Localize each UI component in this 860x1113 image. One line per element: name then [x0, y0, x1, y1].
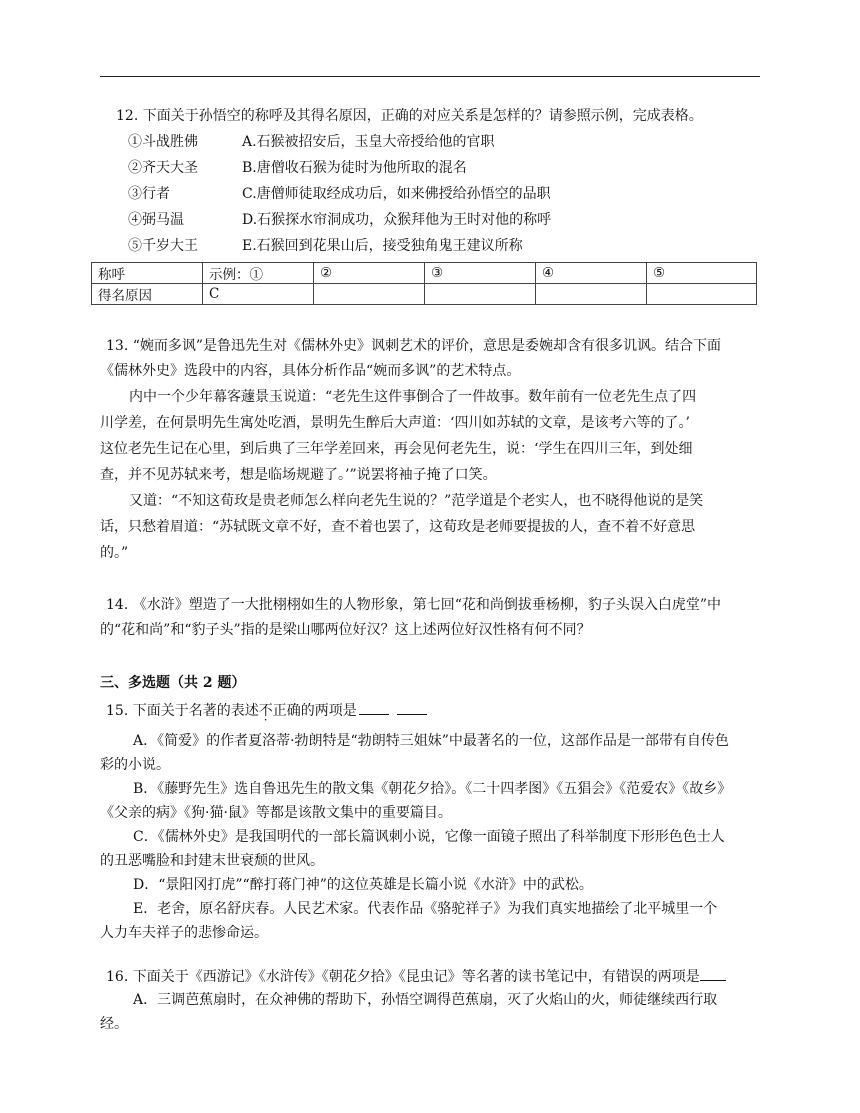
q12-reason-c: C.唐僧师徒取经成功后，如来佛授给孙悟空的品职: [242, 186, 551, 202]
q15-stem-part: 正确的两项是: [272, 703, 357, 719]
q12-answer-table: [91, 262, 757, 305]
q15-option-b: B．《藤野先生》选自鲁迅先生的散文集《朝花夕拾》。《二十四孝图》《五猖会》《范爱农》《故乡》: [133, 781, 732, 797]
answer-blank[interactable]: [700, 966, 726, 981]
q15-option-c-cont: 的丑恶嘴脸和封建末世衰颓的世风。: [100, 853, 324, 869]
q12-stem: 12. 下面关于孙悟空的称呼及其得名原因，正确的对应关系是怎样的？请参照示例，完成表格。: [116, 108, 703, 124]
answer-blank[interactable]: [397, 700, 427, 715]
q16-stem-text: 16. 下面关于《西游记》《水浒传》《朝花夕拾》《昆虫记》等名著的读书笔记中，有错误的两项是: [106, 969, 700, 985]
q13-passage-line-3: 这位老先生记在心里，到后典了三年学差回来，再会见何老先生，说：‘学生在四川三年，到处细: [100, 441, 693, 457]
q15-option-b-cont: 《父亲的病》《狗·猫·鼠》等都是该散文集中的重要篇目。: [100, 805, 452, 821]
q13-line-1: 13. “婉而多讽”是鲁迅先生对《儒林外史》讽刺艺术的评价，意思是委婉却含有很多讥讽。结合下面: [106, 338, 722, 354]
q15-stem-part: 15. 下面关于名著的表述: [106, 703, 259, 719]
q16-option-a: A．三调芭蕉扇时，在众神佛的帮助下，孙悟空调得芭蕉扇，灭了火焰山的火，师徒继续西行取: [133, 992, 718, 1008]
q12-reason-d: D.石猴探水帘洞成功，众猴拜他为王时对他的称呼: [242, 212, 552, 228]
q15-option-a: A．《简爱》的作者夏洛蒂·勃朗特是“勃朗特三姐妹”中最著名的一位，这部作品是一部带有自传色: [133, 733, 729, 749]
q15-option-e-cont: 人力车夫祥子的悲惨命运。: [100, 925, 268, 941]
q14-line-2: 的“花和尚”和“豹子头”指的是梁山哪两位好汉？这上述两位好汉性格有何不同？: [100, 622, 591, 638]
answer-cell[interactable]: [425, 284, 536, 305]
q15-stem-emphasis: 不: [258, 703, 273, 719]
q13-passage-line-6: 话，只愁着眉道：“苏轼既文章不好，查不着也罢了，这荀玫是老师要提拔的人，查不着不好意思: [100, 519, 696, 535]
q13-passage-line-2: 川学差，在何景明先生寓处吃酒，景明先生醉后大声道：‘四川如苏轼的文章，是该考六等的了。’: [100, 415, 690, 431]
q15-stem: [106, 700, 427, 721]
q14-line-1: 14. 《水浒》塑造了一大批栩栩如生的人物形象，第七回“花和尚倒拔垂杨柳，豹子头误入白虎堂”中: [106, 597, 722, 613]
q16-stem: [106, 966, 726, 987]
section-heading: 三、多选题（共 2 题）: [100, 675, 246, 691]
q12-reason-a: A.石猴被招安后，玉皇大帝授给他的官职: [242, 134, 495, 150]
q15-option-c: C．《儒林外史》是我国明代的一部长篇讽刺小说，它像一面镜子照出了科举制度下形形色色士人: [133, 829, 725, 845]
answer-cell[interactable]: [647, 284, 757, 305]
table-cell: ④: [536, 263, 647, 284]
table-cell: 得名原因: [92, 284, 203, 305]
answer-blank[interactable]: [359, 700, 389, 715]
table-cell: 称呼: [92, 263, 203, 284]
table-cell: ③: [425, 263, 536, 284]
table-cell: ⑤: [647, 263, 757, 284]
q12-reason-e: E.石猴回到花果山后，接受独角鬼王建议所称: [242, 238, 523, 254]
q12-name-2: ②齐天大圣: [128, 160, 198, 176]
table-row: [92, 263, 757, 284]
q12-name-5: ⑤千岁大王: [128, 238, 198, 254]
q15-option-d: D．“景阳冈打虎”“醉打蒋门神”的这位英雄是长篇小说《水浒》中的武松。: [133, 877, 593, 893]
q13-line-2: 《儒林外史》选段中的内容，具体分析作品“婉而多讽”的艺术特点。: [100, 363, 521, 379]
q12-name-4: ④弼马温: [128, 212, 184, 228]
q12-name-1: ①斗战胜佛: [128, 134, 198, 150]
table-cell: 示例：①: [203, 263, 314, 284]
q13-passage-line-7: 的。”: [100, 545, 129, 561]
q13-passage-line-4: 查，并不见苏轼来考，想是临场规避了。’”说罢将袖子掩了口笑。: [100, 467, 497, 483]
answer-cell[interactable]: [536, 284, 647, 305]
table-cell: C: [203, 284, 314, 305]
answer-cell[interactable]: [314, 284, 425, 305]
table-cell: ②: [314, 263, 425, 284]
q16-option-a-cont: 经。: [100, 1016, 128, 1032]
q13-passage-line-1: 内中一个少年幕客蘧景玉说道：“老先生这件事倒合了一件故事。数年前有一位老先生点了四: [129, 389, 697, 405]
table-row: [92, 284, 757, 305]
q12-name-3: ③行者: [128, 186, 170, 202]
q12-reason-b: B.唐僧收石猴为徒时为他所取的混名: [242, 160, 467, 176]
q13-passage-line-5: 又道：“不知这荀玫是贵老师怎么样向老先生说的？”范学道是个老实人，也不晓得他说的是笑: [129, 493, 704, 509]
q15-option-e: E．老舍，原名舒庆春。人民艺术家。代表作品《骆驼祥子》为我们真实地描绘了北平城里一个: [133, 901, 718, 917]
header-rule: [100, 76, 760, 77]
q15-option-a-cont: 彩的小说。: [100, 757, 170, 773]
